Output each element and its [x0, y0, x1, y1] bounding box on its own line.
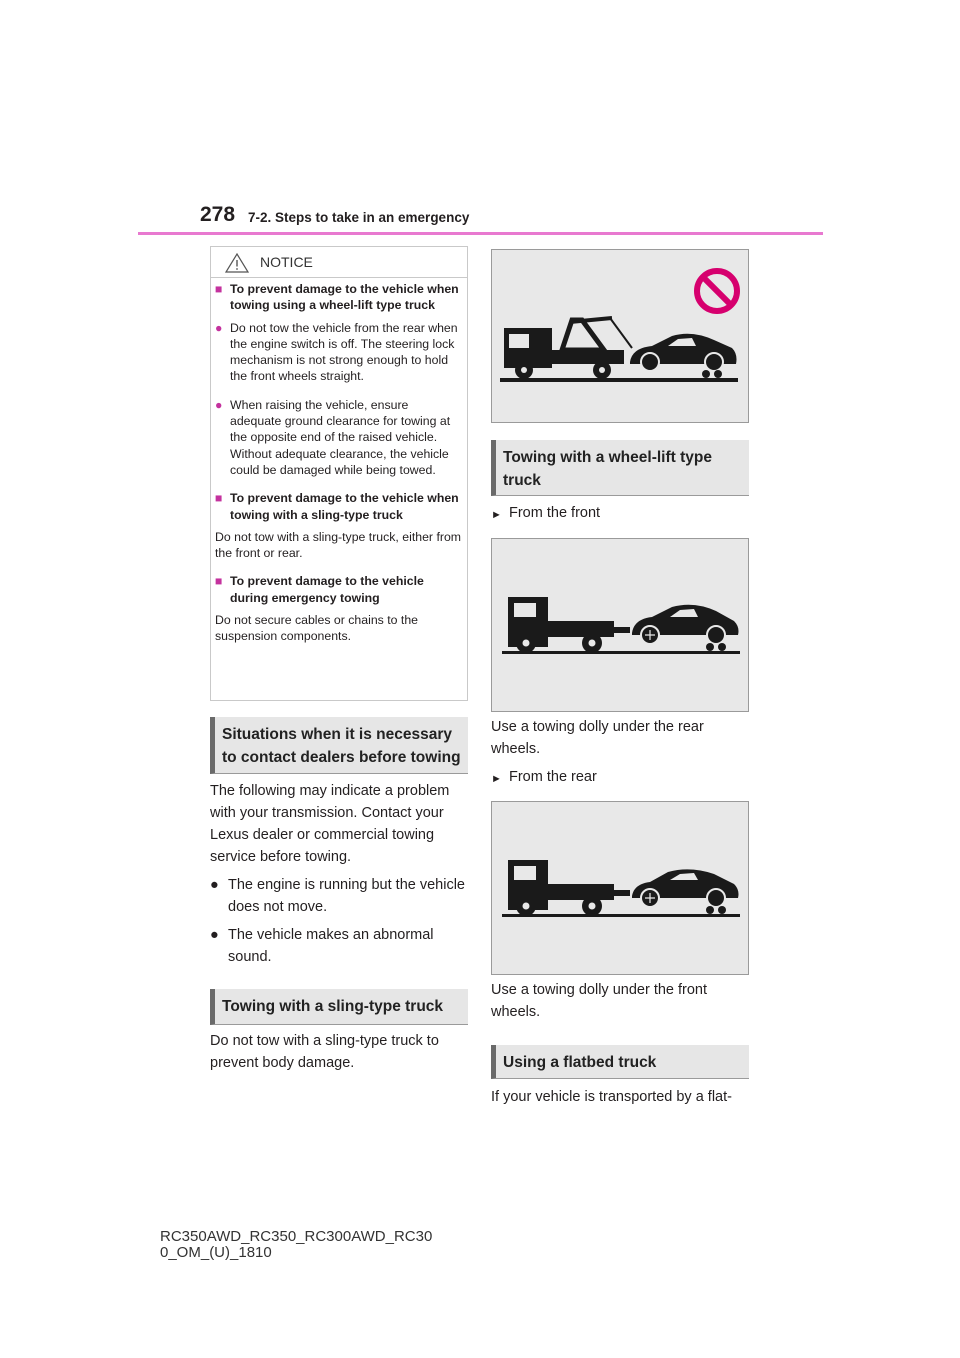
car-icon [630, 334, 737, 378]
list-bullet: ● [210, 927, 219, 943]
notice-box [210, 246, 468, 701]
wheel-lift-front-figure [491, 538, 749, 712]
front-text: Use a towing dolly under the rear wheels. [491, 719, 704, 757]
sling-truck-prohibited-figure [491, 249, 749, 423]
ground-line [502, 914, 740, 917]
sling-truck-icon [504, 318, 632, 379]
flatbed-text: If your vehicle is transported by a flat- [491, 1089, 732, 1105]
notice-paragraph: Do not tow with a sling-type truck, either from the front or rear. [215, 529, 462, 561]
arrow-right-icon: ► [491, 773, 502, 785]
ground-line [502, 651, 740, 654]
from-front-label: ► From the front [491, 502, 747, 526]
bullet-marker: ● [215, 320, 223, 335]
notice-label: NOTICE [260, 254, 313, 270]
warning-icon [225, 253, 249, 273]
wheel-lift-rear-figure [491, 801, 749, 975]
arrow-right-icon: ► [491, 509, 502, 521]
notice-bullet: ● Do not tow the vehicle from the rear when the engine switch is off. The steering lock mechanism is not strong enough to hold the front wheels straight. [215, 320, 458, 384]
sling-text: Do not tow with a sling-type truck to prevent body damage. [210, 1033, 439, 1071]
notice-subheading: ■ To prevent damage to the vehicle during emergency towing [215, 574, 424, 605]
notice-subheading: ■ To prevent damage to the vehicle when towing using a wheel-lift type truck [215, 282, 459, 313]
flatbed-heading: Using a flatbed truck [491, 1045, 749, 1079]
square-marker: ■ [215, 491, 223, 506]
rear-text: Use a towing dolly under the front wheels. [491, 982, 708, 1020]
list-bullet: ● [210, 877, 219, 893]
notice-header [211, 247, 467, 278]
car-icon [632, 869, 739, 914]
page-number: 278 [200, 203, 236, 226]
notice-body [215, 279, 463, 645]
footer-code: RC350AWD_RC350_RC300AWD_RC30 0_OM_(U)_1810 [160, 1228, 433, 1261]
situations-heading: Situations when it is necessary to contact dealers before towing [210, 717, 468, 774]
square-marker: ■ [215, 282, 223, 296]
prohibited-icon [697, 271, 737, 311]
sling-heading: Towing with a sling-type truck [210, 989, 468, 1025]
notice-subheading: ■ To prevent damage to the vehicle when towing with a sling-type truck [215, 491, 459, 522]
bullet-marker: ● [215, 397, 223, 412]
notice-bullet: ● When raising the vehicle, ensure adequate ground clearance for towing at the opposite end of the raised vehicle. Without adequate clearance, the vehicle could be damaged while being towed. [215, 397, 451, 477]
car-icon [632, 605, 739, 651]
header-rule [138, 232, 823, 235]
wheel-lift-heading: Towing with a wheel-lift type truck [491, 440, 749, 496]
tow-truck-icon [508, 860, 630, 916]
situations-intro: The following may indicate a problem with your transmission. Contact your Lexus dealer or commercial towing service before towing. [210, 783, 450, 865]
list-item: ● The engine is running but the vehicle does not move. [210, 874, 466, 918]
tow-truck-icon [508, 597, 630, 653]
list-item: ● The vehicle makes an abnormal sound. [210, 924, 466, 968]
notice-paragraph: Do not secure cables or chains to the suspension components. [215, 613, 419, 644]
section-title: 7-2. Steps to take in an emergency [248, 210, 470, 225]
square-marker: ■ [215, 574, 223, 589]
from-rear-label: ► From the rear [491, 766, 747, 790]
ground-line [500, 378, 738, 382]
